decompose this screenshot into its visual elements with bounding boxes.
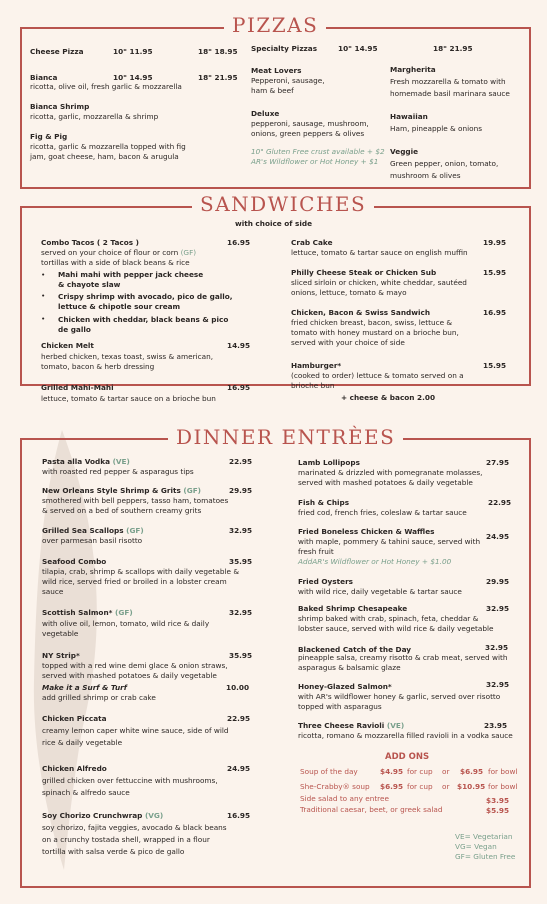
grits-price: 29.95 — [229, 486, 253, 495]
vg-tag: (VG) — [144, 811, 164, 820]
scallops-name-text: Grilled Sea Scallops — [42, 526, 124, 535]
crunchwrap-name-text: Soy Chorizo Crunchwrap — [42, 811, 143, 820]
meat-lovers-desc-1: Pepperoni, sausage, — [251, 76, 325, 85]
vodka-desc: with roasted red pepper & asparagus tips — [42, 467, 194, 476]
bianca-desc: ricotta, olive oil, fresh garlic & mozzarella — [30, 82, 182, 91]
soup-bowl-price: $6.95 — [460, 767, 484, 776]
lamb-name: Lamb Lollipops — [298, 458, 360, 467]
side-salad-price: $3.95 — [486, 796, 510, 805]
legend-gluten-free: GF= Gluten Free — [455, 852, 516, 861]
piccata-name: Chicken Piccata — [42, 714, 107, 723]
philly-desc-2: onions, lettuce, tomato & mayo — [291, 288, 407, 297]
meat-lovers-desc-2: ham & beef — [251, 86, 294, 95]
legend-vegan: VG= Vegan — [455, 842, 497, 851]
gf-tag: (GF) — [126, 526, 144, 535]
traditional-salad-price: $5.95 — [486, 806, 510, 815]
fig-pig-desc-2: jam, goat cheese, ham, bacon & arugula — [30, 152, 179, 161]
she-crab-for-cup: for cup — [407, 782, 433, 791]
ve-tag: (VE) — [112, 457, 130, 466]
chesapeake-name: Baked Shrimp Chesapeake — [298, 604, 408, 613]
piccata-desc-1: creamy lemon caper white wine sauce, side of wild — [42, 726, 229, 735]
ravioli-name — [298, 721, 404, 731]
gf-tag: (GF) — [180, 248, 197, 257]
vodka-name-text: Pasta alla Vodka — [42, 457, 111, 466]
tacos-option-chicken-1: Chicken with cheddar, black beans & pico — [58, 315, 229, 324]
philly-name: Philly Cheese Steak or Chicken Sub — [291, 268, 437, 277]
salmon-desc-1: with olive oil, lemon, tomato, wild rice & daily — [42, 619, 210, 628]
waffles-price: 24.95 — [486, 532, 510, 541]
oysters-price: 29.95 — [486, 577, 510, 586]
blackened-catch-price: 32.95 — [485, 643, 509, 652]
cbs-price: 16.95 — [483, 308, 507, 317]
soup-for-cup: for cup — [407, 767, 433, 776]
salmon-desc-2: vegetable — [42, 629, 79, 638]
blackened-catch-desc-2: asparagus & balsamic glaze — [298, 663, 401, 672]
margherita-desc-2: homemade basil marinara sauce — [390, 89, 510, 98]
sandwiches-heading: SANDWICHES — [192, 194, 374, 214]
alfredo-desc-1: grilled chicken over fettuccine with mushrooms, — [42, 776, 218, 785]
waffles-honey-note: AddAR's Wildflower or Hot Honey + $1.00 — [298, 557, 452, 566]
tacos-option-mahi-2: & chayote slaw — [58, 280, 121, 289]
chesapeake-price: 32.95 — [486, 604, 510, 613]
honey-salmon-price: 32.95 — [486, 680, 510, 689]
soup-or: or — [442, 767, 450, 776]
cheese-pizza-price-10: 10" 11.95 — [113, 47, 153, 56]
chicken-melt-price: 14.95 — [227, 341, 251, 350]
mahi-mahi-name: Grilled Mahi-Mahi — [41, 383, 114, 392]
soup-for-bowl: for bowl — [488, 767, 518, 776]
crunchwrap-price: 16.95 — [227, 811, 251, 820]
seafood-combo-price: 35.95 — [229, 557, 253, 566]
crunchwrap-desc-3: tortilla with salsa verde & pico de gallo — [42, 847, 185, 856]
surf-turf-desc: add grilled shrimp or crab cake — [42, 693, 156, 702]
cbs-desc-1: fried chicken breast, bacon, swiss, lettuce & — [291, 318, 453, 327]
piccata-price: 22.95 — [227, 714, 251, 723]
lamb-desc-1: marinated & drizzled with pomegranate molasses, — [298, 468, 483, 477]
surf-turf-name: Make it a Surf & Turf — [42, 683, 127, 692]
combo-tacos-desc-text: served on your choice of flour or corn — [41, 248, 179, 257]
veggie-name: Veggie — [390, 147, 419, 156]
blackened-catch-desc-1: pineapple salsa, creamy risotto & crab meat, served with — [298, 653, 508, 662]
bullet: • — [41, 270, 46, 279]
salmon-name-text: Scottish Salmon* — [42, 608, 113, 617]
hamburger-price: 15.95 — [483, 361, 507, 370]
cbs-desc-3: served with your choice of side — [291, 338, 405, 347]
tacos-option-shrimp-2: lettuce & chipotle sour cream — [58, 302, 181, 311]
traditional-salad-label: Traditional caesar, beet, or greek salad — [300, 805, 443, 814]
meat-lovers-name: Meat Lovers — [251, 66, 302, 75]
hawaiian-desc: Ham, pineapple & onions — [390, 124, 483, 133]
fish-chips-price: 22.95 — [488, 498, 512, 507]
honey-note: AR's Wildflower or Hot Honey + $1 — [251, 157, 379, 166]
combo-tacos-price: 16.95 — [227, 238, 251, 247]
waffles-desc-1: with maple, pommery & tahini sauce, served with — [298, 537, 481, 546]
addons-heading: ADD ONS — [385, 752, 430, 762]
scallops-desc: over parmesan basil risotto — [42, 536, 143, 545]
crunchwrap-desc-2: on a crunchy tostada shell, wrapped in a flour — [42, 835, 210, 844]
margherita-name: Margherita — [390, 65, 436, 74]
combo-tacos-desc-2: tortillas with a side of black beans & rice — [41, 258, 190, 267]
deluxe-name: Deluxe — [251, 109, 280, 118]
entrees-heading: DINNER ENTRÈES — [168, 427, 403, 447]
blackened-catch-name: Blackened Catch of the Day — [298, 645, 412, 654]
cbs-desc-2: tomato with honey mustard on a brioche bun, — [291, 328, 459, 337]
mahi-mahi-desc: lettuce, tomato & tartar sauce on a brioche bun — [41, 394, 216, 403]
cheese-pizza-name: Cheese Pizza — [30, 47, 84, 56]
hamburger-desc-1: (cooked to order) lettuce & tomato served on a — [291, 371, 464, 380]
scallops-price: 32.95 — [229, 526, 253, 535]
she-crab-cup-price: $6.95 — [380, 782, 404, 791]
grits-desc-1: smothered with bell peppers, tasso ham, tomatoes — [42, 496, 229, 505]
seafood-combo-desc-3: sauce — [42, 587, 64, 596]
fig-pig-desc-1: ricotta, garlic & mozzarella topped with fig — [30, 142, 186, 151]
cbs-name: Chicken, Bacon & Swiss Sandwich — [291, 308, 431, 317]
specialty-pizza-name: Specialty Pizzas — [251, 44, 318, 53]
deluxe-desc-1: pepperoni, sausage, mushroom, — [251, 119, 369, 128]
crunchwrap-desc-1: soy chorizo, fajita veggies, avocado & black beans — [42, 823, 227, 832]
salmon-name — [42, 608, 133, 618]
gf-tag: (GF) — [115, 608, 133, 617]
pizzas-heading: PIZZAS — [224, 15, 326, 35]
oysters-desc: with wild rice, daily vegetable & tartar sauce — [298, 587, 462, 596]
seafood-combo-desc-2: wild rice, served fried or broiled in a lobster cream — [42, 577, 227, 586]
lamb-desc-2: served with mashed potatoes & daily vegetable — [298, 478, 473, 487]
chesapeake-desc-2: lobster sauce, served with wild rice & daily vegetable — [298, 624, 494, 633]
bianca-price-10: 10" 14.95 — [113, 73, 153, 82]
tacos-option-chicken-2: de gallo — [58, 325, 91, 334]
tacos-option-mahi-1: Mahi mahi with pepper jack cheese — [58, 270, 204, 279]
crunchwrap-name — [42, 811, 163, 821]
seafood-combo-name: Seafood Combo — [42, 557, 107, 566]
bullet: • — [41, 291, 46, 300]
crab-cake-name: Crab Cake — [291, 238, 333, 247]
soup-cup-price: $4.95 — [380, 767, 404, 776]
ve-tag: (VE) — [386, 721, 405, 730]
vodka-price: 22.95 — [229, 457, 253, 466]
legend-vegetarian: VE= Vegetarian — [455, 832, 513, 841]
honey-salmon-desc-1: with AR's wildflower honey & garlic, served over risotto — [298, 692, 501, 701]
mahi-mahi-price: 16.95 — [227, 383, 251, 392]
alfredo-desc-2: spinach & alfredo sauce — [42, 788, 130, 797]
she-crab-or: or — [442, 782, 450, 791]
scallops-name — [42, 526, 144, 536]
side-salad-label: Side salad to any entree — [300, 794, 389, 803]
gf-tag: (GF) — [183, 486, 202, 495]
veggie-desc-1: Green pepper, onion, tomato, — [390, 159, 499, 168]
she-crab-for-bowl: for bowl — [488, 782, 518, 791]
bullet: • — [41, 314, 46, 323]
piccata-desc-2: rice & daily vegetable — [42, 738, 123, 747]
oysters-name: Fried Oysters — [298, 577, 354, 586]
margherita-desc-1: Fresh mozzarella & tomato with — [390, 77, 506, 86]
hawaiian-name: Hawaiian — [390, 112, 428, 121]
ravioli-price: 23.95 — [484, 721, 508, 730]
salmon-price: 32.95 — [229, 608, 253, 617]
hamburger-desc-2: brioche bun — [291, 381, 335, 390]
alfredo-name: Chicken Alfredo — [42, 764, 107, 773]
fish-chips-name: Fish & Chips — [298, 498, 350, 507]
bianca-name: Bianca — [30, 73, 58, 82]
chesapeake-desc-1: shrimp baked with crab, spinach, feta, cheddar & — [298, 614, 479, 623]
ny-strip-price: 35.95 — [229, 651, 253, 660]
specialty-pizza-price-10: 10" 14.95 — [338, 44, 378, 53]
honey-salmon-desc-2: topped with asparagus — [298, 702, 382, 711]
seafood-combo-desc-1: tilapia, crab, shrimp & scallops with daily vegetable & — [42, 567, 240, 576]
grits-name-text: New Orleans Style Shrimp & Grits — [42, 486, 181, 495]
grits-name — [42, 486, 201, 496]
hamburger-addon: + cheese & bacon 2.00 — [341, 393, 436, 402]
she-crab-label: She-Crabby® soup — [300, 782, 370, 791]
philly-price: 15.95 — [483, 268, 507, 277]
ny-strip-name: NY Strip* — [42, 651, 80, 660]
surf-turf-price: 10.00 — [226, 683, 250, 692]
ny-strip-desc-1: topped with a red wine demi glace & onion straws, — [42, 661, 228, 670]
sandwiches-subheading: with choice of side — [234, 219, 313, 228]
chicken-melt-desc-2: tomato, bacon & herb dressing — [41, 362, 155, 371]
bianca-shrimp-name: Bianca Shrimp — [30, 102, 90, 111]
deluxe-desc-2: onions, green peppers & olives — [251, 129, 365, 138]
ravioli-desc: ricotta, romano & mozzarella filled ravioli in a vodka sauce — [298, 731, 513, 740]
combo-tacos-desc-1 — [41, 248, 196, 258]
philly-desc-1: sliced sirloin or chicken, white cheddar, sautéed — [291, 278, 467, 287]
honey-salmon-name: Honey-Glazed Salmon* — [298, 682, 392, 691]
ravioli-name-text: Three Cheese Ravioli — [298, 721, 385, 730]
bianca-shrimp-desc: ricotta, garlic, mozzarella & shrimp — [30, 112, 159, 121]
gluten-free-note: 10" Gluten Free crust available + $2 — [251, 147, 385, 156]
specialty-pizza-price-18: 18" 21.95 — [433, 44, 473, 53]
fig-pig-name: Fig & Pig — [30, 132, 68, 141]
chicken-melt-desc-1: herbed chicken, texas toast, swiss & american, — [41, 352, 214, 361]
crab-cake-desc: lettuce, tomato & tartar sauce on english muffin — [291, 248, 468, 257]
chicken-melt-name: Chicken Melt — [41, 341, 94, 350]
soup-label: Soup of the day — [300, 767, 358, 776]
cheese-pizza-price-18: 18" 18.95 — [198, 47, 238, 56]
waffles-desc-2: fresh fruit — [298, 547, 334, 556]
bianca-price-18: 18" 21.95 — [198, 73, 238, 82]
alfredo-price: 24.95 — [227, 764, 251, 773]
combo-tacos-name: Combo Tacos ( 2 Tacos ) — [41, 238, 139, 247]
vodka-name — [42, 457, 130, 467]
veggie-desc-2: mushroom & olives — [390, 171, 461, 180]
grits-desc-2: & served on a bed of southern creamy grits — [42, 506, 202, 515]
fish-chips-desc: fried cod, french fries, coleslaw & tartar sauce — [298, 508, 467, 517]
tacos-option-shrimp-1: Crispy shrimp with avocado, pico de gallo, — [58, 292, 233, 301]
ny-strip-desc-2: served with mashed potatoes & daily vegetable — [42, 671, 217, 680]
crab-cake-price: 19.95 — [483, 238, 507, 247]
lamb-price: 27.95 — [486, 458, 510, 467]
she-crab-bowl-price: $10.95 — [457, 782, 486, 791]
hamburger-name: Hamburger* — [291, 361, 342, 370]
waffles-name: Fried Boneless Chicken & Waffles — [298, 527, 435, 536]
